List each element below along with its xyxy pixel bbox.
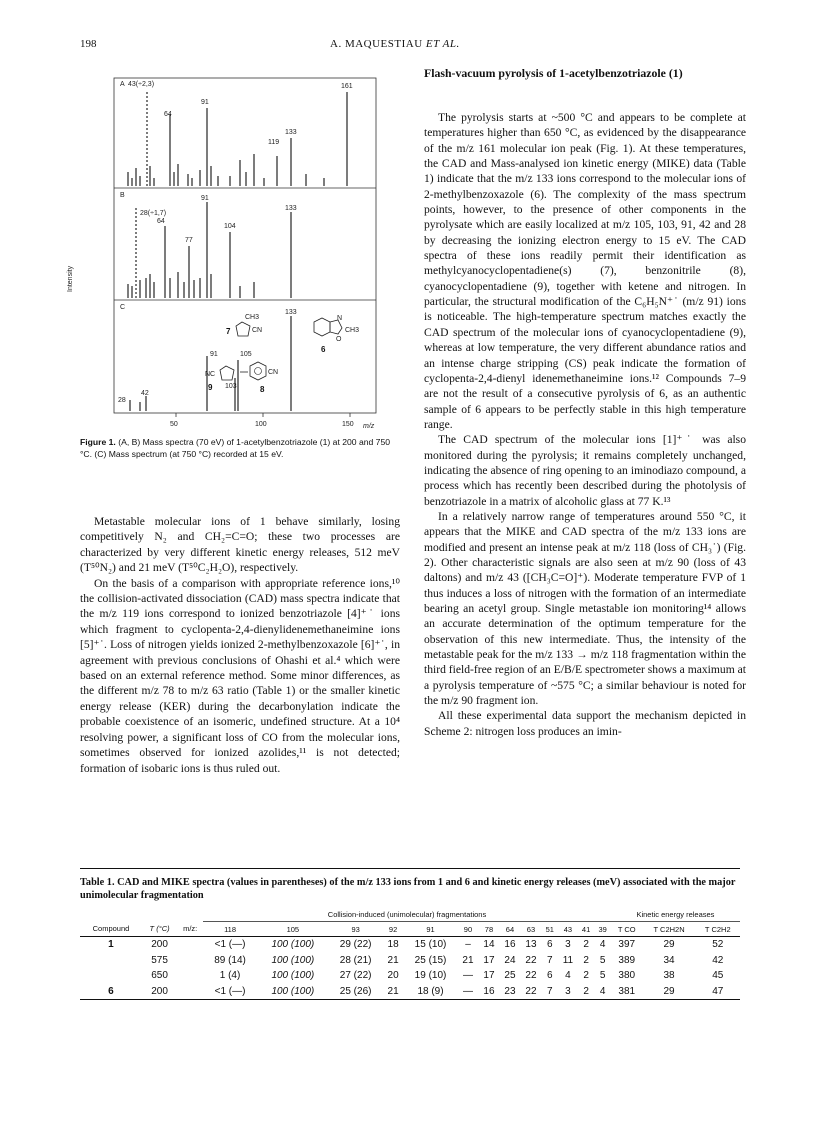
table-cell: 200 [151,939,168,951]
table-cell: 22 [525,954,537,966]
panel-b-label-133: 133 [285,205,297,212]
table-cell: 17 [483,954,495,966]
table-cell: 21 [387,954,399,966]
table-cell [177,937,203,953]
table-cell: 7 [541,984,558,1000]
x-tick-100: 100 [255,421,267,428]
panel-c-letter: C [120,304,126,311]
page-number: 198 [80,38,97,50]
running-head-authors: A. MAQUESTIAU [330,38,423,50]
table-cell: 42 [712,954,724,966]
table-column-header: 118 [203,922,257,937]
table-cell: 14 [483,939,495,951]
table-cell: 100 (100) [271,970,315,982]
table-column-header: T (°C) [142,922,177,937]
table-cell: 38 [663,970,675,982]
table-cell: 13 [525,939,537,951]
table-cell: — [457,984,478,1000]
table-cell: 2 [583,970,589,982]
table-cell: 45 [712,970,724,982]
table-cell: 23 [499,984,520,1000]
table-cell: – [465,939,471,951]
structure-7-cn: CN [252,327,263,334]
table-row [80,953,740,969]
panel-b-label-77: 77 [185,237,193,244]
panel-c-label-28: 28 [118,397,126,404]
table-cell: 7 [546,954,553,966]
table-cell: 380 [618,970,636,982]
panel-a-peaks [128,92,347,186]
table-cell: 29 (22) [339,939,372,951]
panel-a-letter: A [120,81,125,88]
table-cell: — [462,970,473,982]
panel-c-label-91: 91 [210,351,218,358]
table-column-header: m/z: [177,922,203,937]
running-head-etal: ET AL. [425,38,460,50]
table-row [80,937,740,953]
table-cell: 100 (100) [271,939,315,951]
table-cell: 2 [583,954,589,966]
table-1 [80,908,740,1000]
panel-a-label-43: 43(÷2,3) [128,81,155,88]
structure-6-ch3: CH3 [345,327,360,334]
table-cell: 6 [546,970,553,982]
x-axis-ticks [176,413,350,417]
table-1-grid [80,908,740,1000]
table-cell: 397 [618,939,636,951]
panel-c-label-103: 103 [225,383,237,390]
table-group-ker: Kinetic energy releases [611,908,740,922]
right-paragraph-2: The CAD spectrum of the molecular ions [1]⁺˙ was also monitored during the pyrolysis; it remains completely unchanged, indicating the absence of ring opening to an iminodiazo compound, a process which has recently been described during the photolysis of benzotriazole in a matrix of alcoholic glass at 77 K.¹³ [424,433,746,508]
table-column-header: 64 [499,922,520,937]
structure-8-number: 8 [260,385,265,394]
table-row [80,968,740,984]
table-cell: 4 [599,939,606,951]
table-cell: <1 (—) [203,984,257,1000]
table-cell [177,953,203,969]
table-cell: 16 [504,939,516,951]
table-column-header: T C2H2 [696,922,740,937]
table-cell: 29 [643,984,696,1000]
table-cell-compound: 6 [80,984,142,1000]
right-paragraph-4: All these experimental data support the mechanism depicted in Scheme 2: nitrogen loss produces an imin- [424,709,746,738]
table-cell: 6 [546,939,553,951]
panel-a-label-91: 91 [201,99,209,106]
table-cell: 47 [696,984,740,1000]
panel-c-label-133: 133 [285,309,297,316]
panel-b-label-64: 64 [157,218,165,225]
table-cell: 20 [387,970,399,982]
table-cell: 389 [618,954,636,966]
structure-7-ch3: CH3 [245,314,260,321]
table-caption: Table 1. CAD and MIKE spectra (values in parentheses) of the m/z 133 ions from 1 and 6 and kinetic energy releases (meV) associated with the major unimolecular fragmentation [80,877,736,901]
table-cell: 381 [611,984,643,1000]
y-axis-label: Intensity [67,265,74,292]
structure-8-cn: CN [268,369,279,376]
structure-7 [226,314,262,336]
table-column-header: 92 [383,922,404,937]
table-cell: 2 [578,984,595,1000]
right-paragraph-3: In a relatively narrow range of temperatures around 550 °C, it appears that the MIKE and CAD spectra of the m/z 133 ions are modified and present an intense peak at m/z 118 (loss of CH₃˙) (Fig. 2). Other characteristic signals are also seen at m/z 90 (loss of 43 daltons) and m/z 43 ([CH₃C=O]⁺). Moderate temperature FVP of 1 thus induces a loss of nitrogen with the formation of an intermediate bearing an acetyl group. Single metastable ion monitoring¹⁴ allows an accurate determination of the optimum temperature for the observation of this new intermediate. Thus, the intensity of the metastable peak for the m/z 133 → m/z 118 fragmentation within the third field-free region of an E/B/E spectrometer shows a maximum at a pyrolysis temperature of ~575 °C; a similar behaviour is noted for the m/z 90 fragment ion. [424,509,746,708]
table-cell: 24 [504,954,516,966]
table-cell: 17 [483,970,495,982]
table-cell: 52 [712,939,724,951]
table-group-cid: Collision-induced (unimolecular) fragmentations [203,908,611,922]
table-cell: 15 (10) [414,939,447,951]
table-cell: 650 [151,970,168,982]
table-column-header: 39 [594,922,611,937]
table-cell: 22 [520,984,541,1000]
table-column-header: 63 [520,922,541,937]
table-cell [177,968,203,984]
x-tick-50: 50 [170,421,178,428]
table-cell: 200 [142,984,177,1000]
figure-caption [80,437,400,460]
structure-6-n: N [337,315,343,322]
table-column-header: 78 [478,922,499,937]
left-column-text [80,514,400,776]
figure-caption-label: Figure 1. [80,437,116,447]
structure-7-number: 7 [226,327,231,336]
structure-8 [240,362,278,394]
table-cell: 100 (100) [271,954,315,966]
panel-c-label-105: 105 [240,351,252,358]
figure-1-svg [67,60,395,460]
table-cell: <1 (—) [214,939,246,951]
table-cell-compound [80,953,142,969]
x-axis-unit: m/z [363,423,375,430]
table-cell: 16 [478,984,499,1000]
structure-9-nc: NC [205,371,216,378]
table-cell: 27 (22) [339,970,372,982]
structure-6-o: O [336,336,342,343]
table-column-header: 90 [457,922,478,937]
table-cell: 18 [387,939,399,951]
table-column-header: 43 [558,922,578,937]
panel-a-label-133: 133 [285,129,297,136]
table-cell-compound [80,968,142,984]
table-top-rule [80,868,740,869]
table-cell: 34 [663,954,675,966]
table-cell: 18 (9) [404,984,458,1000]
table-cell: 3 [558,984,578,1000]
panel-a-label-119: 119 [268,139,280,146]
table-cell: 11 [562,954,574,966]
table-cell: 89 (14) [214,954,246,966]
table-cell: 1 (4) [219,970,241,982]
figure-caption-text: (A, B) Mass spectra (70 eV) of 1-acetylbenzotriazole (1) at 200 and 750 °C. (C) Mass spectrum (at 750 °C) recorded at 15 eV. [80,437,391,459]
table-cell-compound: 1 [108,939,114,951]
table-column-header: T C2H2N [643,922,696,937]
table-cell: 19 (10) [414,970,447,982]
panel-c-label-42: 42 [141,390,149,397]
table-cell: 29 [663,939,675,951]
table-column-header: 91 [404,922,458,937]
table-column-header: 105 [257,922,329,937]
panel-c-peaks [130,316,291,411]
table-cell: 21 [462,954,474,966]
table-cell: 25 (26) [329,984,383,1000]
panel-b-label-91: 91 [201,195,209,202]
section-heading: Flash-vacuum pyrolysis of 1-acetylbenzotriazole (1) [424,66,683,80]
running-head [330,38,460,50]
table-cell: 5 [599,954,606,966]
table-column-header: Compound [80,922,142,937]
right-column-text [424,110,746,739]
table-column-header: 93 [329,922,383,937]
panel-b-letter: B [120,192,125,199]
panel-a-label-64: 64 [164,111,172,118]
table-column-header: T CO [611,922,643,937]
x-tick-150: 150 [342,421,354,428]
panel-a-label-161: 161 [341,83,353,90]
table-cell: 22 [525,970,537,982]
table-cell: 575 [151,954,168,966]
table-cell: 28 (21) [339,954,372,966]
table-cell: 25 [504,970,516,982]
figure-1 [67,60,395,460]
table-cell: 3 [565,939,571,951]
table-column-header: 51 [541,922,558,937]
table-header-row [80,922,740,937]
right-paragraph-1: The pyrolysis starts at ~500 °C and appears to be complete at temperatures higher than 650 °C, as evidenced by the disappearance of the m/z 161 molecular ion peak (Fig. 1). At these temperatures, the CAD and Mass-analysed ion kinetic energy (MIKE) data (Table 1) indicate that the m/z 133 ions correspond to the molecular ions of 2-methylbenzoxazole (6). The complexity of the mass spectrum points, however, to the presence of other components in the pyrolysate which are easily localized at m/z 105, 103, 91, 42 and 28 by decreasing the ionizing electron energy to 15 eV. The CAD spectra of these ions readily permit their identification as methylcyanocyclopentadiene(s) (7), benzonitrile (8), cyanocyclopentadiene (9), together with ketene and nitrogen. In particular, the structural modification of the C₆H₅N⁺˙ (m/z 91) ions is noticeable. The high-temperature spectrum matches exactly the CAD spectrum of the molecular ions of cyanocyclopentadiene (9), whereas at low temperature, the very different abundance ratios and an intense charge stripping (CS) peak indicate the formation of cyclopenta-2,4-dienyl idenemethaneimine ions.¹² Compounds 7–9 are not the result of a consecutive pyrolysis of 6, as an authentic sample of 6 appears to be perfectly stable in this high temperature range. [424,111,746,431]
structure-6-number: 6 [321,345,326,354]
table-cell: 25 (15) [414,954,447,966]
table-body [80,937,740,1000]
panel-b-label-104: 104 [224,223,236,230]
table-cell [177,984,203,1000]
structure-6 [314,315,359,354]
table-cell: 4 [565,970,571,982]
table-cell: 2 [583,939,589,951]
table-cell: 5 [599,970,606,982]
table-cell: 21 [383,984,404,1000]
left-paragraph-1: Metastable molecular ions of 1 behave similarly, losing competitively N₂ and CH₂=C=O; these two processes are characterized by very different kinetic energy releases, 512 meV (T⁵⁰N₂) and 21 meV (T⁵⁰C₂H₂O), respectively. [80,515,400,575]
table-row [80,984,740,1000]
table-column-header: 41 [578,922,595,937]
structure-9-number: 9 [208,383,213,392]
panel-b-label-28: 28(÷1,7) [140,210,167,217]
table-cell: 100 (100) [257,984,329,1000]
left-paragraph-2: On the basis of a comparison with appropriate reference ions,¹⁰ the collision-activated dissociation (CAD) mass spectra indicate that the m/z 119 ions correspond to ionized benzotriazole [4]⁺˙ ions which fragment to cyclopenta-2,4-dienylidenemethaneimine ions [5]⁺˙. Loss of nitrogen yields ionized 2-methylbenzoxazole [6]⁺˙, in agreement with previous conclusions of Ohashi et al.⁴ which were based on an external reference method. Some minor differences, as the different m/z 78 to m/z 63 ratio (Table 1) or the smaller kinetic energy release (KER) during the decarbonylation indicate the probable coexistence of an isomeric, undefined structure. At a 10⁴ resolving power, a significant loss of CO from the molecular ions, sometimes observed for ionized azolides,¹¹ is not detected; formation of isobaric ions is thus ruled out. [80,576,400,775]
table-cell: 4 [594,984,611,1000]
